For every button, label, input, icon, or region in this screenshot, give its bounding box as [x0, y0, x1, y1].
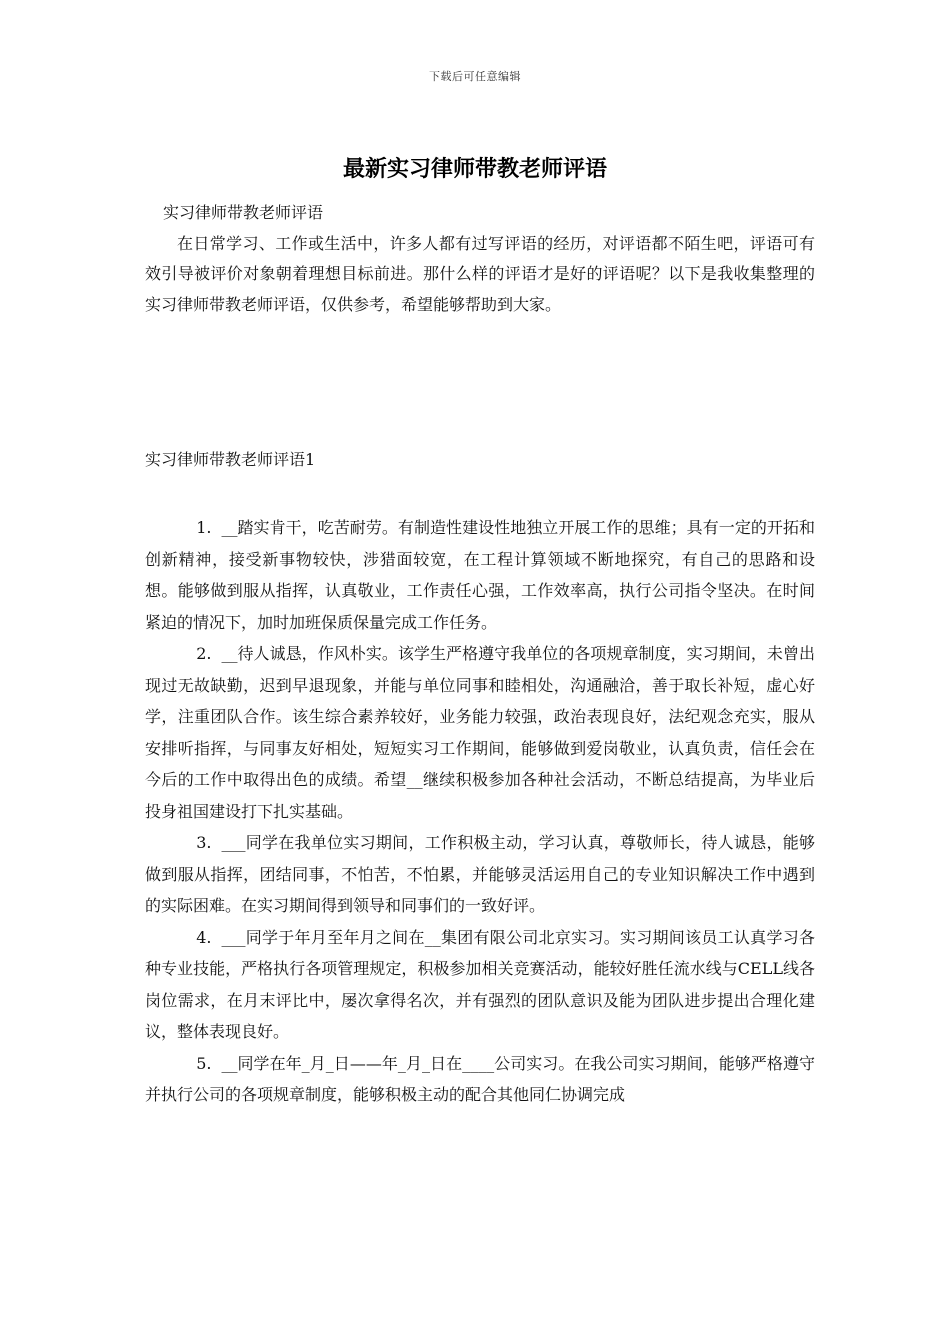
- intro-paragraph: 在日常学习、工作或生活中，许多人都有过写评语的经历，对评语都不陌生吧，评语可有效引导被评价对象朝着理想目标前进。那什么样的评语才是好的评语呢？以下是我收集整理的实习律师带教老师评语，仅供参考，希望能够帮助到大家。: [145, 233, 815, 314]
- item-text: __同学在年_月_日——年_月_日在____公司实习。在我公司实习期间，能够严格遵守并执行公司的各项规章制度，能够积极主动的配合其他同仁协调完成: [145, 1053, 815, 1104]
- item-number: 5.: [196, 1053, 212, 1073]
- list-item: [145, 922, 815, 1048]
- item-text: ___同学于年月至年月之间在__集团有限公司北京实习。实习期间该员工认真学习各种专业技能，严格执行各项管理规定，积极参加相关竞赛活动，能较好胜任流水线与CELL线各岗位需求，在月末评比中，屡次拿得名次，并有强烈的团队意识及能为团队进步提出合理化建议，整体表现良好。: [145, 927, 815, 1041]
- item-text: __踏实肯干，吃苦耐劳。有制造性建设性地独立开展工作的思维；具有一定的开拓和创新精神，接受新事物较快，涉猎面较宽，在工程计算领域不断地探究，有自己的思路和设想。能够做到服从指挥，认真敬业，工作责任心强，工作效率高，执行公司指令坚决。在时间紧迫的情况下，加时加班保质保量完成工作任务。: [145, 518, 815, 632]
- header-note: 下载后可任意编辑: [429, 70, 521, 83]
- list-item: [145, 1048, 815, 1111]
- document-title: 最新实习律师带教老师评语: [342, 156, 607, 182]
- intro-subhead: 实习律师带教老师评语: [163, 203, 324, 222]
- intro-block: [145, 198, 815, 320]
- item-text: __待人诚恳，作风朴实。该学生严格遵守我单位的各项规章制度，实习期间，未曾出现过无故缺勤，迟到早退现象，并能与单位同事和睦相处，沟通融洽，善于取长补短，虚心好学，注重团队合作。该生综合素养较好，业务能力较强，政治表现良好，法纪观念充实，服从安排听指挥，与同事友好相处，短短实习工作期间，能够做到爱岗敬业，认真负责，信任会在今后的工作中取得出色的成绩。希望__继续积极参加各种社会活动，不断总结提高，为毕业后投身祖国建设打下扎实基础。: [145, 644, 815, 821]
- section-title: 实习律师带教老师评语1: [145, 450, 316, 469]
- item-number: 2.: [196, 644, 212, 663]
- list-item: [145, 512, 815, 638]
- list-item: [145, 638, 815, 827]
- list-item: [145, 827, 815, 922]
- item-text: ___同学在我单位实习期间，工作积极主动，学习认真，尊敬师长，待人诚恳，能够做到服从指挥，团结同事，不怕苦，不怕累，并能够灵活运用自己的专业知识解决工作中遇到的实际困难。在实习期间得到领导和同事们的一致好评。: [145, 833, 815, 915]
- item-number: 4.: [196, 927, 212, 947]
- item-number: 1.: [196, 518, 212, 537]
- comment-list: [145, 512, 815, 1111]
- item-number: 3.: [196, 833, 212, 852]
